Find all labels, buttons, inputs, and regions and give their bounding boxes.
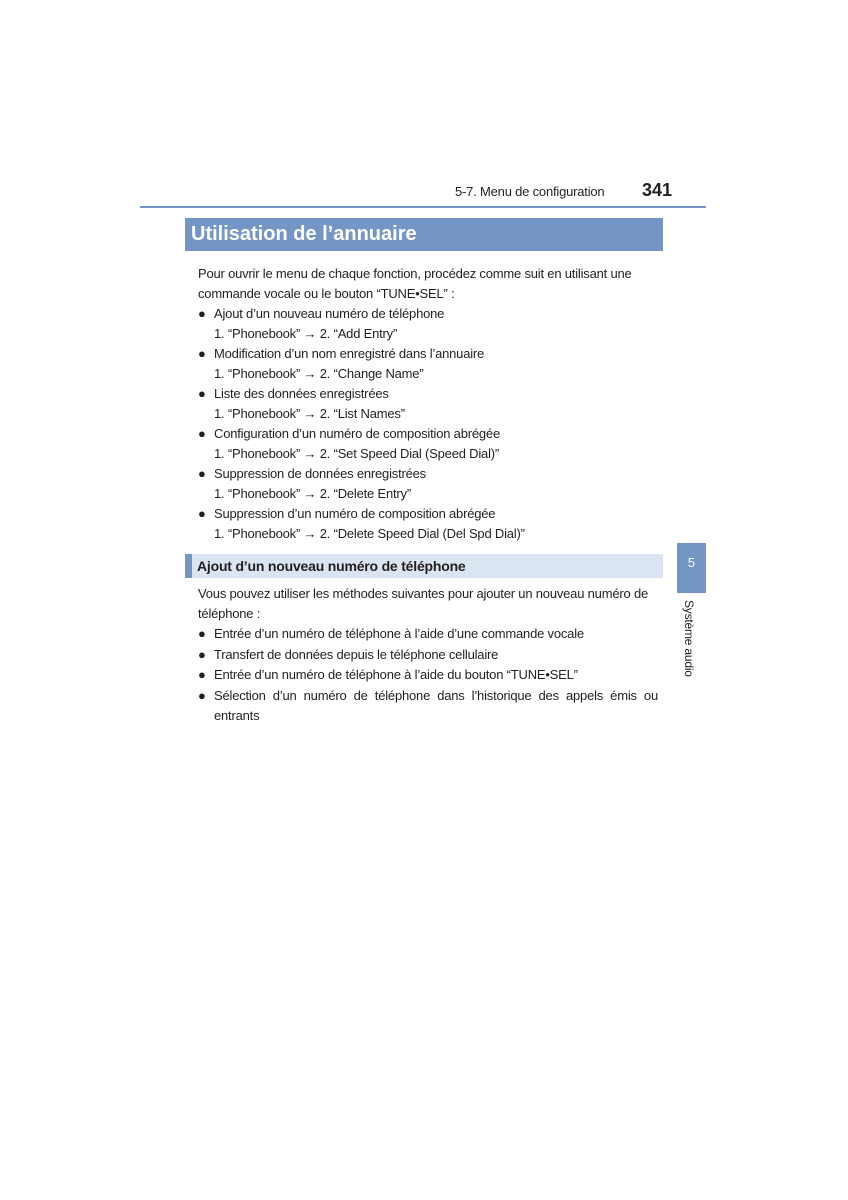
function-steps: 1. “Phonebook” → 2. “Add Entry” bbox=[214, 326, 398, 341]
bullet-icon: ● bbox=[198, 647, 206, 662]
bullet-icon: ● bbox=[198, 306, 206, 321]
function-label: Suppression de données enregistrées bbox=[214, 466, 426, 481]
bullet-icon: ● bbox=[198, 426, 206, 441]
chapter-number: 5 bbox=[687, 555, 696, 570]
section-title: Utilisation de l’annuaire bbox=[191, 223, 417, 245]
function-label: Ajout d’un nouveau numéro de téléphone bbox=[214, 306, 445, 321]
subsection-title-bar bbox=[185, 554, 663, 578]
method-item: Entrée d’un numéro de téléphone à l’aide du bouton “TUNE•SEL” bbox=[214, 667, 578, 682]
function-label: Liste des données enregistrées bbox=[214, 386, 389, 401]
subsection-intro-line-2: téléphone : bbox=[198, 606, 261, 621]
chapter-tab bbox=[677, 543, 706, 593]
intro-line-2: commande vocale ou le bouton “TUNE•SEL” : bbox=[198, 286, 455, 301]
method-item-continuation: entrants bbox=[214, 708, 260, 723]
function-steps: 1. “Phonebook” → 2. “Set Speed Dial (Speed Dial)” bbox=[214, 446, 500, 461]
page-number: 341 bbox=[642, 180, 673, 200]
intro-line-1: Pour ouvrir le menu de chaque fonction, procédez comme suit en utilisant une bbox=[198, 266, 632, 281]
header-section: 5-7. Menu de configuration bbox=[455, 184, 605, 199]
bullet-icon: ● bbox=[198, 667, 206, 682]
subsection-intro-line-1: Vous pouvez utiliser les méthodes suivantes pour ajouter un nouveau numéro de bbox=[198, 586, 649, 601]
bullet-icon: ● bbox=[198, 506, 206, 521]
bullet-icon: ● bbox=[198, 386, 206, 401]
subsection-title: Ajout d’un nouveau numéro de téléphone bbox=[197, 558, 466, 574]
method-item: Sélection d’un numéro de téléphone dans l’historique des appels émis ou bbox=[214, 688, 658, 703]
section-title-bar bbox=[185, 218, 663, 251]
function-steps: 1. “Phonebook” → 2. “Delete Speed Dial (Del Spd Dial)” bbox=[214, 526, 525, 541]
method-item: Transfert de données depuis le téléphone cellulaire bbox=[214, 647, 499, 662]
bullet-icon: ● bbox=[198, 688, 206, 703]
function-steps: 1. “Phonebook” → 2. “Change Name” bbox=[214, 366, 424, 381]
bullet-icon: ● bbox=[198, 346, 206, 361]
chapter-label: Système audio bbox=[682, 600, 696, 677]
method-item: Entrée d’un numéro de téléphone à l’aide d’une commande vocale bbox=[214, 626, 584, 641]
function-steps: 1. “Phonebook” → 2. “List Names” bbox=[214, 406, 405, 421]
bullet-icon: ● bbox=[198, 466, 206, 481]
function-label: Configuration d’un numéro de composition abrégée bbox=[214, 426, 500, 441]
header-rule bbox=[140, 206, 706, 208]
function-label: Suppression d’un numéro de composition abrégée bbox=[214, 506, 496, 521]
bullet-icon: ● bbox=[198, 626, 206, 641]
function-label: Modification d’un nom enregistré dans l’annuaire bbox=[214, 346, 485, 361]
function-steps: 1. “Phonebook” → 2. “Delete Entry” bbox=[214, 486, 411, 501]
